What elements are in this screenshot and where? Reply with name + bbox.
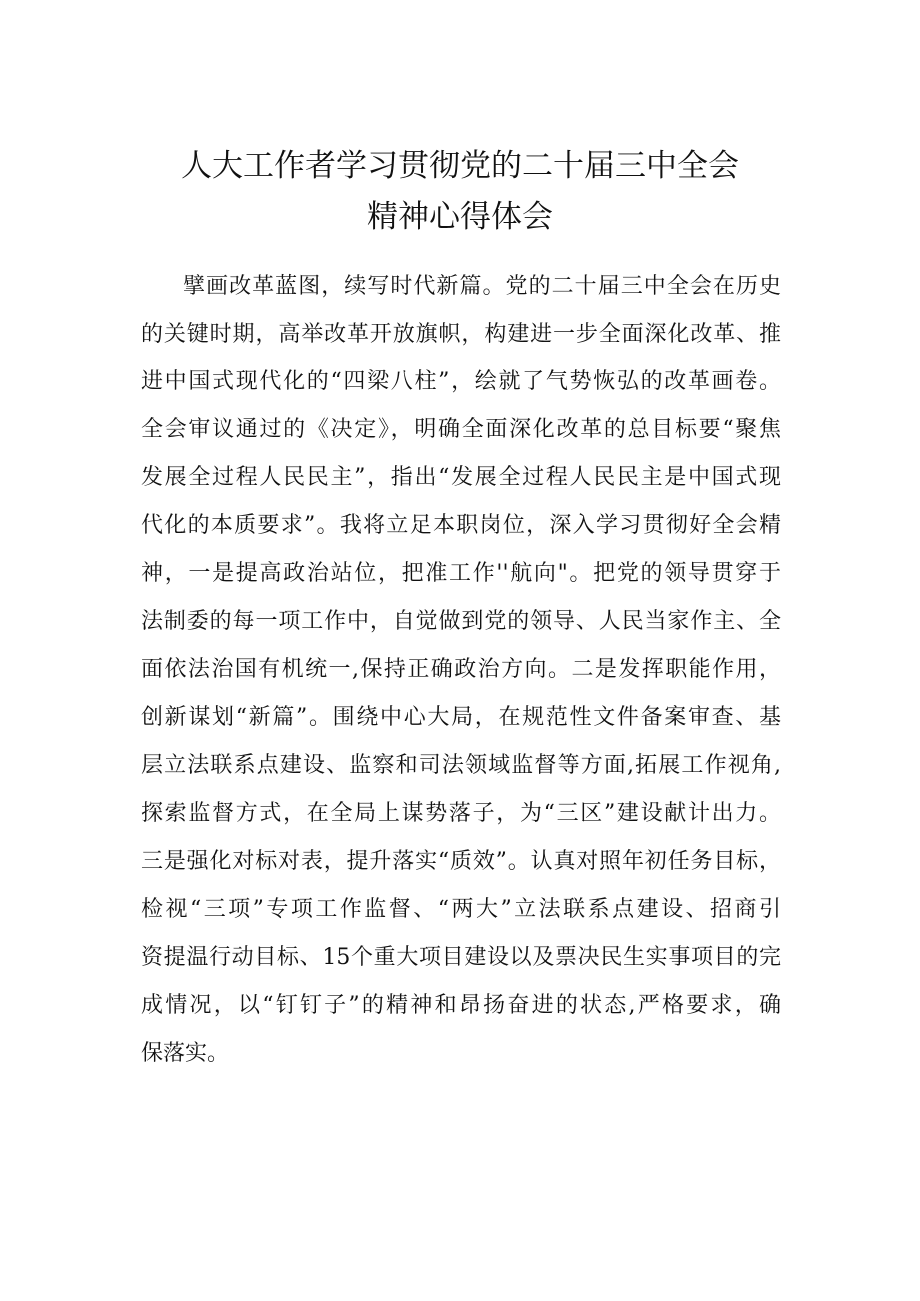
body-line: 检视“三项”专项工作监督、“两大”立法联系点建设、招商引 [141,897,781,922]
body-line: 代化的本质要求”。我将立足本职岗位，深入学习贯彻好全会精 [141,513,781,538]
body-line: 探索监督方式，在全局上谋势落子，为“三区”建设献计出力。 [141,801,781,826]
body-line: 三是强化对标对表，提升落实“质效”。认真对照年初任务目标， [141,849,781,874]
body-line: 法制委的每一项工作中，自觉做到党的领导、人民当家作主、全 [141,609,781,634]
body-line: 擘画改革蓝图，续写时代新篇。党的二十届三中全会在历史 [183,274,781,299]
body-line: 资提温行动目标、15个重大项目建设以及票决民生实事项目的完 [141,945,781,970]
body-line: 神，一是提高政治站位，把准工作''航向"。把党的领导贯穿于 [141,561,781,586]
body-line: 面依法治国有机统一,保持正确政治方向。二是发挥职能作用， [141,657,781,682]
body-line: 层立法联系点建设、监察和司法领域监督等方面,拓展工作视角, [141,753,781,778]
document-title-line-2: 精神心得体会 [367,199,553,235]
body-line: 全会审议通过的《决定》，明确全面深化改革的总目标要“聚焦 [141,417,781,442]
body-line: 创新谋划“新篇”。围绕中心大局，在规范性文件备案审查、基 [141,705,781,730]
body-line: 的关键时期，高举改革开放旗帜，构建进一步全面深化改革、推 [141,322,781,347]
body-line: 发展全过程人民民主”，指出“发展全过程人民民主是中国式现 [141,465,781,490]
body-line: 成情况，以“钉钉子”的精神和昂扬奋进的状态,严格要求，确 [141,993,781,1018]
document-title-line-1: 人大工作者学习贯彻党的二十届三中全会 [181,148,739,184]
body-line: 保落实。 [141,1041,230,1066]
body-line: 进中国式现代化的“四梁八柱”，绘就了气势恢弘的改革画卷。 [141,369,781,394]
